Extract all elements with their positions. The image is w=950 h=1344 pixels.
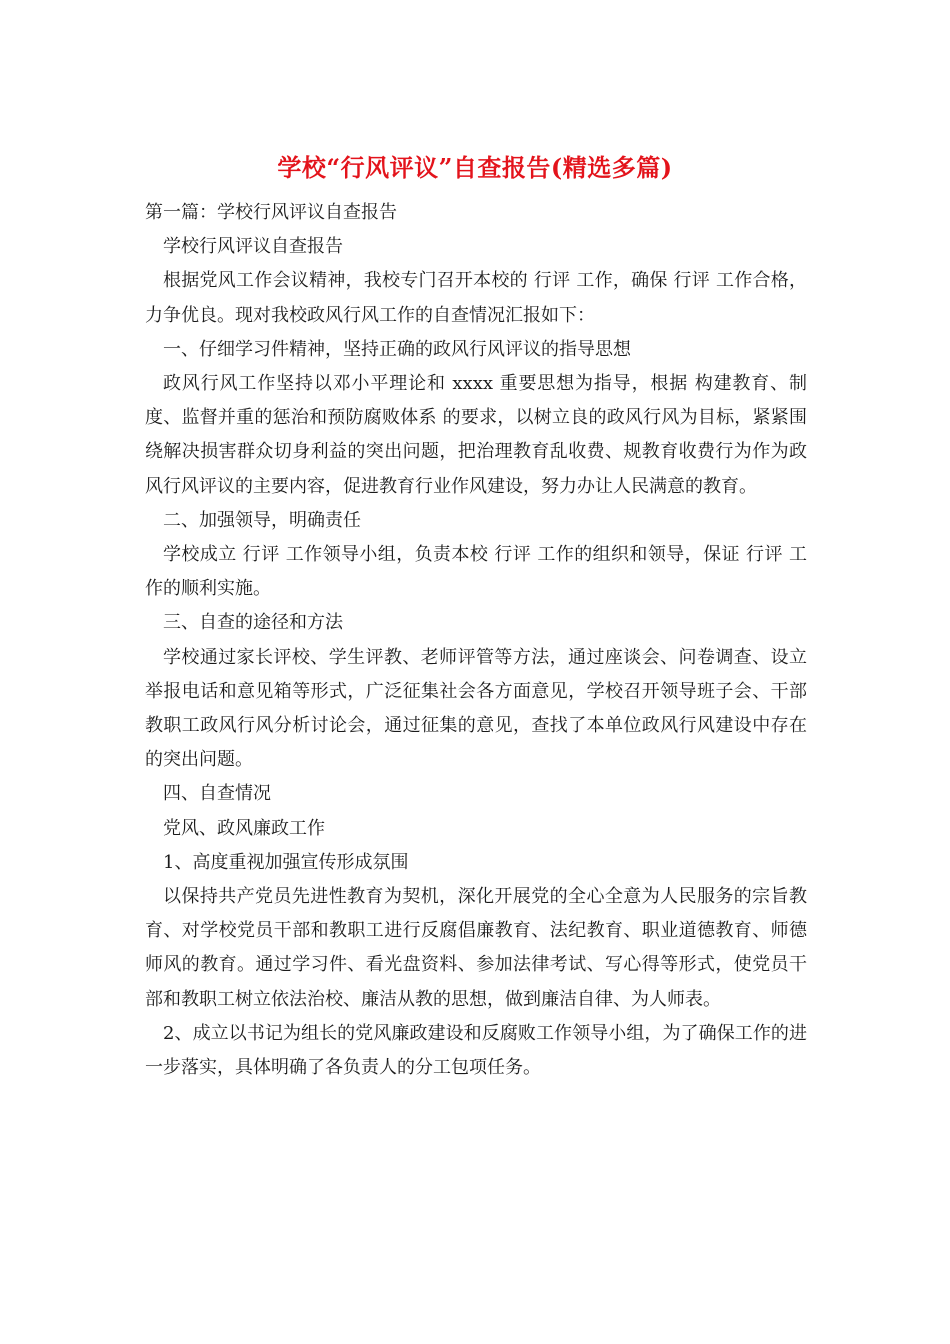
- paragraph: 政风行风工作坚持以邓小平理论和 xxxx 重要思想为指导，根据 构建教育、制度、监督并重的惩治和预防腐败体系 的要求，以树立良的政风行风为目标，紧紧围绕解决损害群众切身利益的突出问题，把治理教育乱收费、规教育收费行为作为政风行风评议的主要内容，促进教育行业作风建设，努力办让人民满意的教育。: [145, 373, 807, 497]
- paragraph: 四、自查情况: [163, 783, 271, 805]
- paragraph: 以保持共产党员先进性教育为契机，深化开展党的全心全意为人民服务的宗旨教育、对学校党员干部和教职工进行反腐倡廉教育、法纪教育、职业道德教育、师德师风的教育。通过学习件、看光盘资料、参加法律考试、写心得等形式，使党员干部和教职工树立依法治校、廉洁从教的思想，做到廉洁自律、为人师表。: [145, 886, 807, 1010]
- document-body: [145, 196, 807, 1085]
- paragraph: 2、成立以书记为组长的党风廉政建设和反腐败工作领导小组，为了确保工作的进一步落实，具体明确了各负责人的分工包项任务。: [145, 1022, 807, 1079]
- paragraph: 学校通过家长评校、学生评教、老师评管等方法，通过座谈会、问卷调查、设立举报电话和意见箱等形式，广泛征集社会各方面意见，学校召开领导班子会、干部教职工政风行风分析讨论会，通过征集的意见，查找了本单位政风行风建设中存在的突出问题。: [145, 646, 807, 771]
- paragraph: 第一篇：学校行风评议自查报告: [145, 202, 397, 223]
- paragraph: 一、仔细学习件精神，坚持正确的政风行风评议的指导思想: [163, 338, 631, 360]
- paragraph: 学校行风评议自查报告: [163, 236, 343, 258]
- paragraph: 1、高度重视加强宣传形成氛围: [163, 851, 409, 873]
- paragraph: 党风、政风廉政工作: [163, 817, 325, 839]
- paragraph: 根据党风工作会议精神，我校专门召开本校的 行评 工作，确保 行评 工作合格，力争优良。现对我校政风行风工作的自查情况汇报如下：: [145, 270, 807, 326]
- document-title: 学校“行风评议”自查报告(精选多篇): [277, 153, 673, 182]
- paragraph: 三、自查的途径和方法: [163, 612, 343, 634]
- paragraph: 学校成立 行评 工作领导小组，负责本校 行评 工作的组织和领导，保证 行评 工作的顺利实施。: [145, 544, 807, 600]
- paragraph: 二、加强领导，明确责任: [163, 509, 361, 531]
